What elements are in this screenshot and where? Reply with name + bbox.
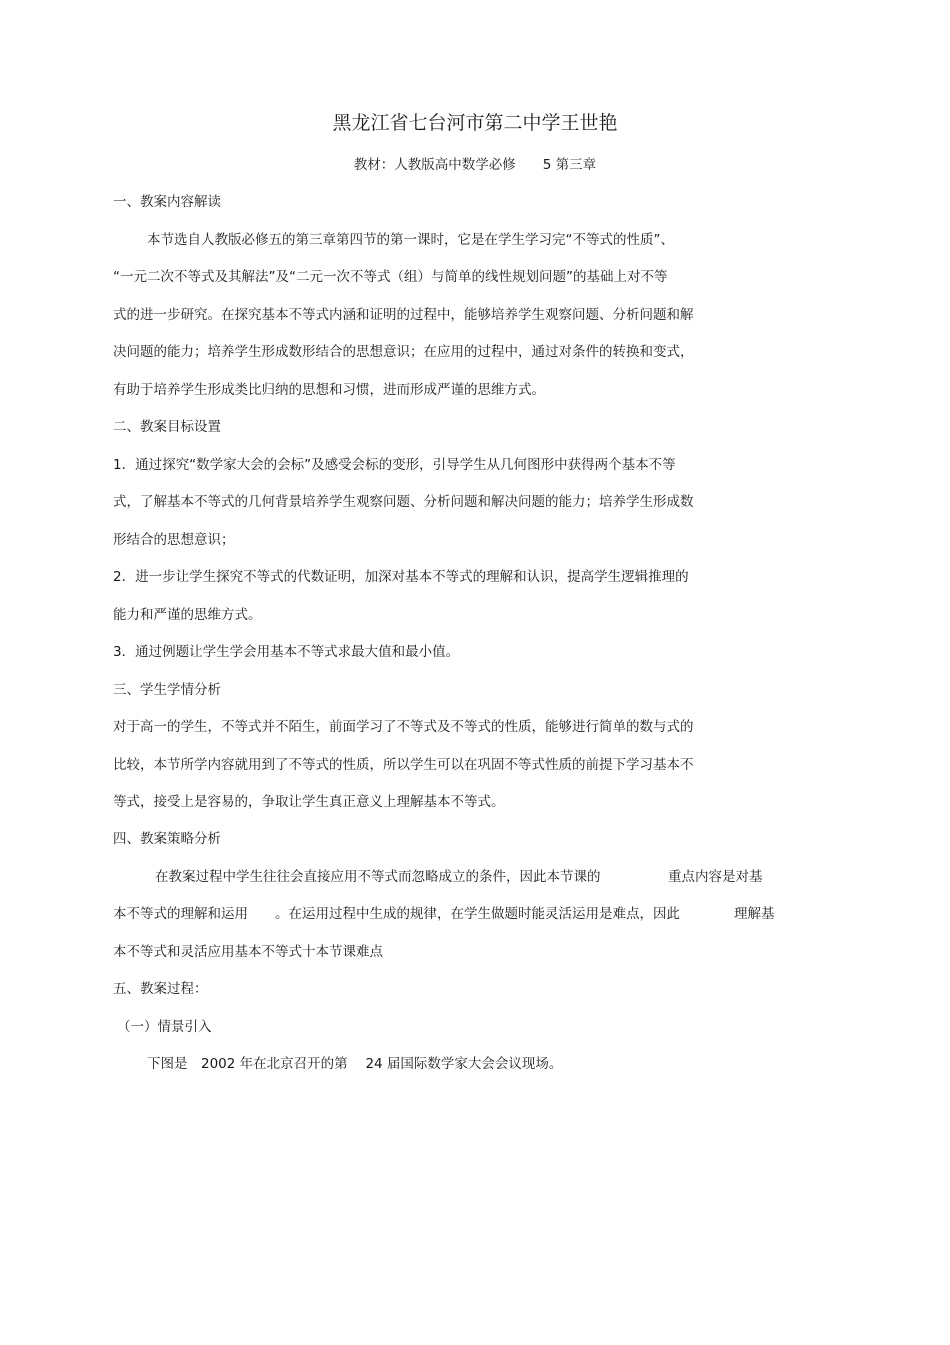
- paragraph-line: 式，了解基本不等式的几何背景培养学生观察问题、分析问题和解决问题的能力；培养学生形成数: [113, 494, 694, 510]
- paragraph-line: 本节选自人教版必修五的第三章第四节的第一课时，它是在学生学习完“不等式的性质”、: [147, 232, 674, 248]
- paragraph-line: 在教案过程中学生往往会直接应用不等式而忽略成立的条件，因此本节课的 重点内容是对基: [155, 869, 763, 885]
- paragraph-line: 本不等式和灵活应用基本不等式十本节课难点: [113, 944, 383, 960]
- paragraph-line: 等式，接受上是容易的，争取让学生真正意义上理解基本不等式。: [113, 794, 505, 810]
- paragraph-line: 本不等式的理解和运用 。在运用过程中生成的规律，在学生做题时能灵活运用是难点，因此 理解基: [113, 906, 775, 922]
- paragraph-line: 有助于培养学生形成类比归纳的思想和习惯，进而形成严谨的思维方式。: [113, 382, 545, 398]
- paragraph-line: 1．通过探究“数学家大会的会标”及感受会标的变形，引导学生从几何图形中获得两个基本不等: [113, 457, 676, 473]
- paragraph-line: 对于高一的学生，不等式并不陌生，前面学习了不等式及不等式的性质，能够进行简单的数与式的: [113, 719, 694, 735]
- document-subtitle: 教材：人教版高中数学必修 5 第三章: [353, 157, 597, 173]
- section4-heading: 四、教案策略分析: [113, 831, 221, 847]
- paragraph-line: 形结合的思想意识；: [113, 532, 235, 548]
- section1-heading: 一、教案内容解读: [113, 194, 221, 210]
- paragraph-line: 下图是 2002 年在北京召开的第 24 届国际数学家大会会议现场。: [147, 1056, 563, 1072]
- section5-subheading: （一）情景引入: [117, 1019, 212, 1035]
- paragraph-line: 决问题的能力；培养学生形成数形结合的思想意识；在应用的过程中，通过对条件的转换和变式，: [113, 344, 694, 360]
- paragraph-line: 比较，本节所学内容就用到了不等式的性质，所以学生可以在巩固不等式性质的前提下学习基本不: [113, 757, 694, 773]
- document-title: 黑龙江省七台河市第二中学王世艳: [332, 112, 618, 134]
- paragraph-line: 式的进一步研究。在探究基本不等式内涵和证明的过程中，能够培养学生观察问题、分析问题和解: [113, 307, 694, 323]
- paragraph-line: “一元二次不等式及其解法”及“二元一次不等式（组）与简单的线性规划问题”的基础上对不等: [113, 269, 668, 285]
- paragraph-line: 2．进一步让学生探究不等式的代数证明，加深对基本不等式的理解和认识，提高学生逻辑推理的: [113, 569, 689, 585]
- paragraph-line: 能力和严谨的思维方式。: [113, 607, 262, 623]
- paragraph-line: 3．通过例题让学生学会用基本不等式求最大值和最小值。: [113, 644, 460, 660]
- section3-heading: 三、学生学情分析: [113, 682, 221, 698]
- section5-heading: 五、教案过程：: [113, 981, 208, 997]
- section2-heading: 二、教案目标设置: [113, 419, 221, 435]
